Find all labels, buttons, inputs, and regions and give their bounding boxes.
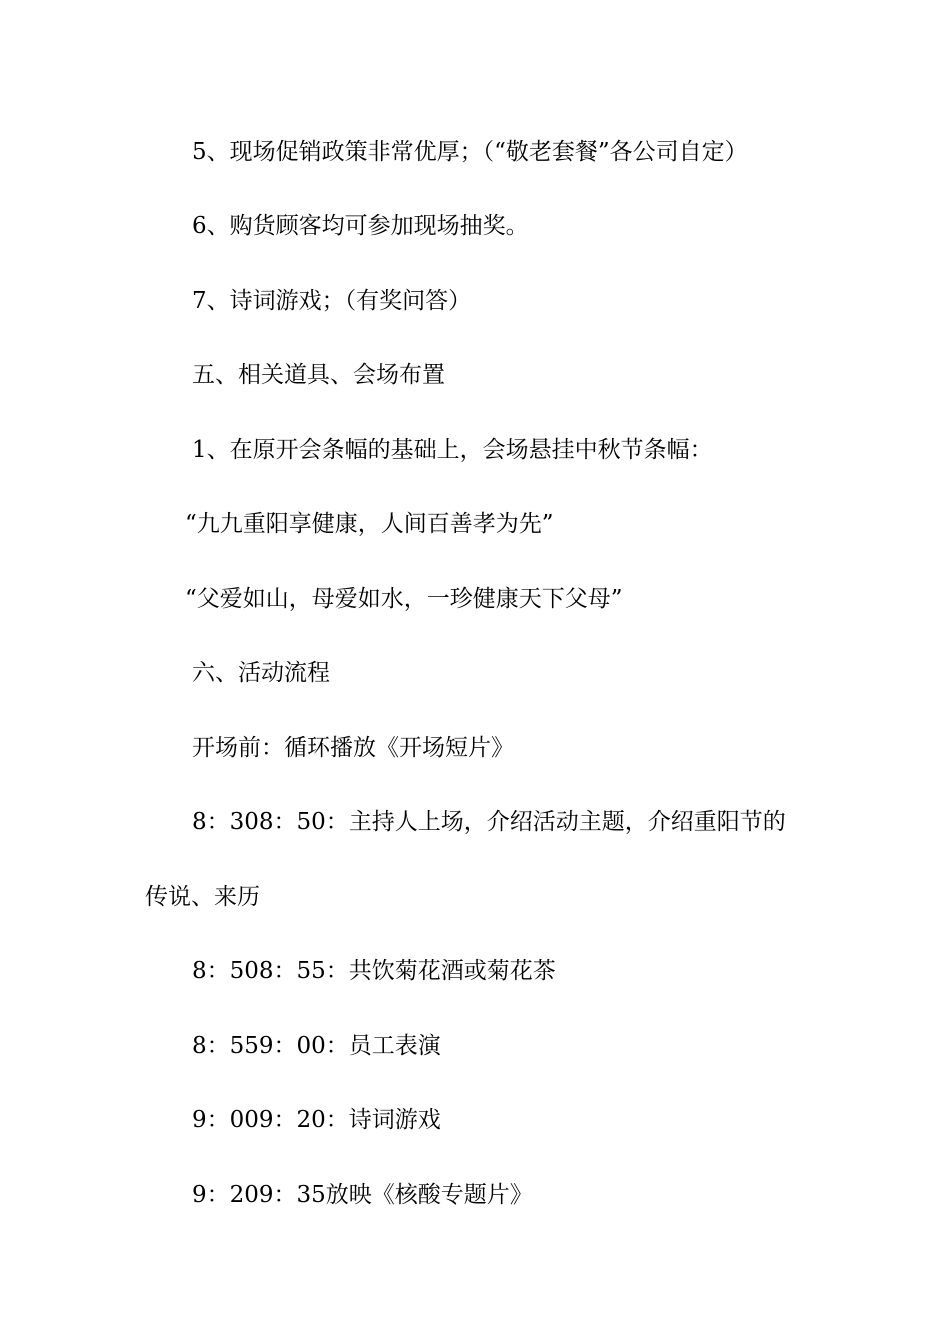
schedule-item-3: 8：559：00：员工表演 <box>192 1033 441 1059</box>
paragraph-item-1: 1、在原开会条幅的基础上，会场悬挂中秋节条幅： <box>192 437 713 463</box>
paragraph-item-6: 6、购货顾客均可参加现场抽奖。 <box>192 213 529 239</box>
paragraph-item-5: 5、现场促销政策非常优厚；（“敬老套餐”各公司自定） <box>192 139 748 165</box>
banner-slogan-1: “九九重阳享健康，人间百善孝为先” <box>185 511 554 537</box>
schedule-item-4: 9：009：20：诗词游戏 <box>192 1107 441 1133</box>
banner-slogan-2: “父爱如山，母爱如水，一珍健康天下父母” <box>185 586 623 612</box>
schedule-item-5: 9：209：35放映《核酸专题片》 <box>192 1182 533 1208</box>
paragraph-item-7: 7、诗词游戏；（有奖问答） <box>192 288 472 314</box>
schedule-item-1-continued: 传说、来历 <box>145 884 260 910</box>
schedule-item-2: 8：508：55：共饮菊花酒或菊花茶 <box>192 958 556 984</box>
section-heading-6: 六、活动流程 <box>192 660 330 686</box>
schedule-item-1: 8：308：50：主持人上场，介绍活动主题，介绍重阳节的 <box>192 809 786 835</box>
section-heading-5: 五、相关道具、会场布置 <box>192 362 445 388</box>
schedule-preshow: 开场前：循环播放《开场短片》 <box>192 735 514 761</box>
